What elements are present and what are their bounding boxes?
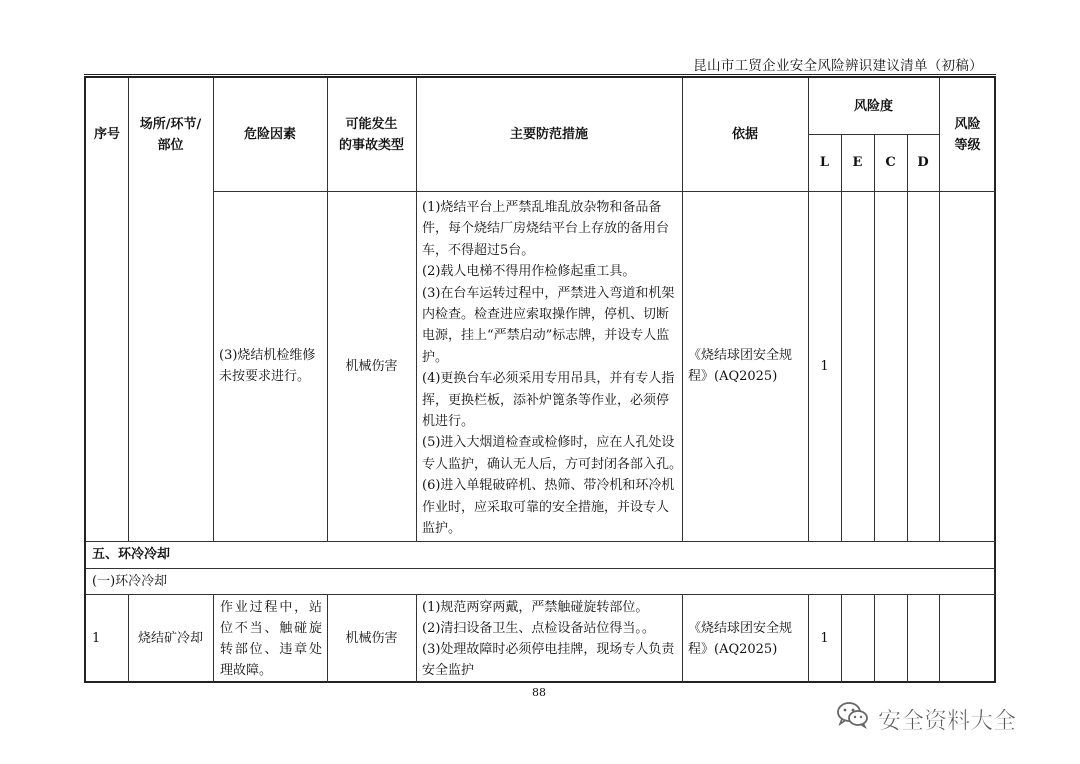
text-line: (4)更换台车必须采用专用吊具，并有专人指 [422,371,675,387]
divider-line [907,594,908,683]
text-line: (5)进入大烟道检查或检修时，应在人孔处设 [422,435,675,451]
text-line: 未按要求进行。 [219,369,311,384]
divider-line [841,594,842,683]
header-D: D [917,155,929,170]
row2-basis [688,594,806,683]
subsection-title: (一)环冷冷却 [92,573,168,589]
row1-basis [688,191,806,541]
text-line: 内检查。检查进应索取操作牌，停机、切断 [422,307,670,323]
text-line: 程》(AQ2025) [688,641,778,657]
row2-accident-type: 机械伤害 [345,631,398,646]
text-line: 理故障。 [220,662,273,678]
header-location-line: 部位 [157,137,184,153]
title-rule [84,74,996,75]
risk-table [84,76,996,683]
header-E: E [852,155,863,170]
text-line: 作业时，应采取可靠的安全措施，并设专人 [422,499,670,515]
header-location [128,78,213,191]
divider-line [907,134,908,541]
divider-line [416,594,417,683]
header-risk-level [939,78,996,191]
watermark-text: 安全资料大全 [878,707,1016,734]
text-line: 《烧结球团安全规 [688,620,793,636]
text-line: (2)清扫设备卫生、点检设备站位得当。。 [422,620,655,636]
header-hazard: 危险因素 [243,127,296,142]
divider-line [213,594,214,683]
row1-hazard [219,191,323,541]
text-line: 转部位、违章处 [220,641,322,657]
document-title: 昆山市工贸企业安全风险辨识建议清单（初稿） [693,58,983,74]
header-C: C [885,155,896,170]
text-line: (3)烧结机检维修 [219,348,316,363]
page-number: 88 [532,686,546,699]
text-line: 件，每个烧结厂房烧结平台上存放的备用台 [422,221,670,237]
header-basis: 依据 [731,127,758,142]
row2-location: 烧结矿冷却 [137,631,203,646]
header-accident-type [327,78,416,191]
row1-L-value: 1 [820,358,829,374]
watermark [836,701,1016,735]
row1-measures [422,197,683,537]
row2-hazard [220,594,322,683]
section-title: 五、环冷冷却 [92,547,171,562]
header-accident-line: 可能发生 [345,116,398,132]
text-line: 机进行。 [422,414,475,430]
header-measures: 主要防范措施 [509,127,588,142]
header-accident-line: 的事故类型 [338,137,404,153]
row2-measures [422,594,678,683]
text-line: 监护。 [422,521,462,537]
text-line: (6)进入单辊破碎机、热筛、带冷机和环冷机 [422,478,675,494]
text-line: 作业过程中，站 [220,599,322,615]
divider-line [874,134,875,541]
text-line: (1)规范两穿两戴，严禁触碰旋转部位。 [422,599,649,615]
divider-line [939,594,940,683]
header-risk-degree: 风险度 [853,98,893,114]
text-line: 护。 [422,349,449,365]
wechat-icon [836,701,870,735]
row1-accident-type: 机械伤害 [345,358,398,374]
header-risk-level-line: 等级 [954,137,981,153]
text-line: 安全监护 [422,662,475,678]
text-line: (3)处理故障时必须停电挂牌，现场专人负责 [422,641,675,657]
row2-seq: 1 [92,631,101,646]
text-line: 挥，更换栏板，添补炉篦条等作业，必须停 [422,392,670,408]
text-line: 《烧结球团安全规 [688,348,793,363]
divider-line [682,594,683,683]
header-location-line: 场所/环节/ [139,116,202,132]
header-L: L [819,155,830,170]
text-line: (2)载人电梯不得用作检修起重工具。 [422,264,636,280]
text-line: 程》(AQ2025) [688,369,778,384]
text-line: 位不当、触碰旋 [220,620,322,636]
text-line: 车，不得超过5台。 [422,242,535,258]
text-line: (1)烧结平台上严禁乱堆乱放杂物和备品备 [422,200,662,215]
header-risk-level-line: 风险 [954,116,981,132]
row2-L-value: 1 [820,631,829,646]
text-line: 专人监护，确认无人后，方可封闭各部入孔。 [422,456,683,472]
divider-line [874,594,875,683]
divider-line [841,134,842,541]
text-line: (3)在台车运转过程中，严禁进入弯道和机架 [422,285,675,301]
header-seq: 序号 [93,127,120,142]
text-line: 电源，挂上“严禁启动”标志牌，并设专人监 [422,328,670,344]
